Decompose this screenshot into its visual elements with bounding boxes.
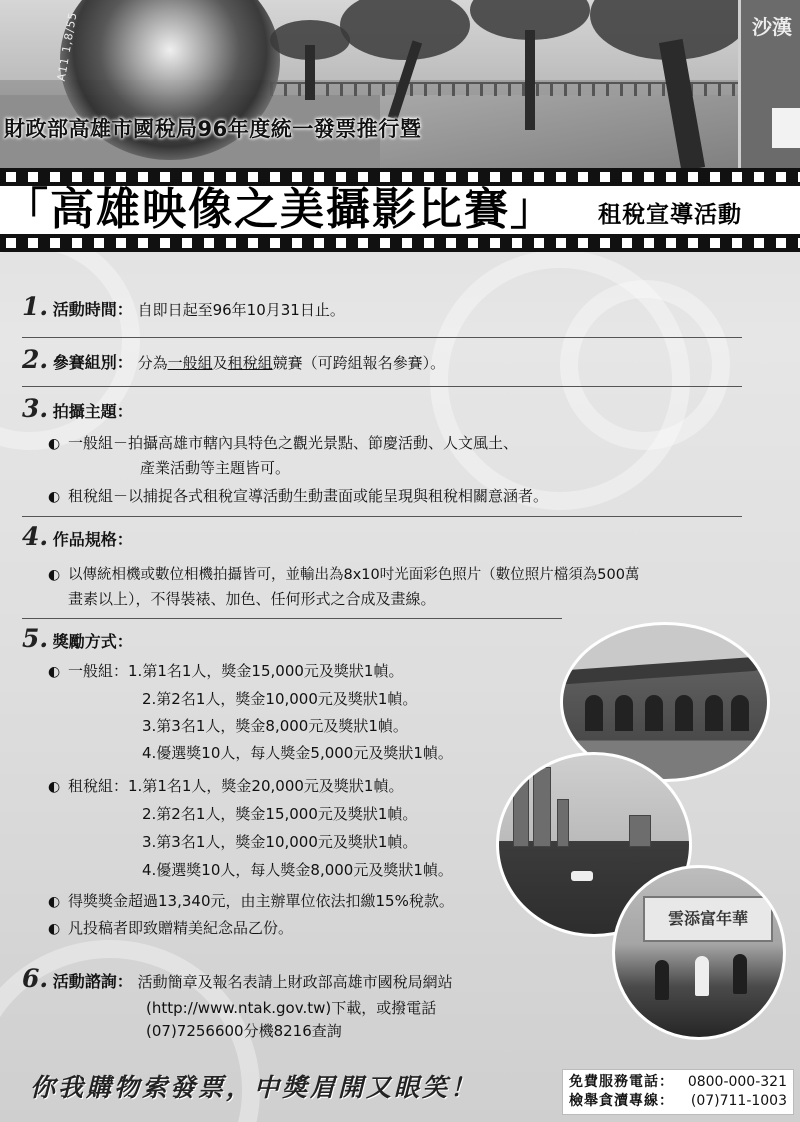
divider [22, 337, 742, 338]
performer [695, 956, 709, 996]
section-awards [22, 624, 133, 653]
divider [22, 516, 742, 517]
organizer-line: 財政部高雄市國稅局96年度統一發票推行暨 [4, 117, 422, 141]
building-arch [585, 695, 603, 731]
section-number: 6. [22, 964, 49, 993]
contact-box [562, 1069, 794, 1115]
awards-general-4 [142, 742, 453, 763]
section-label: 活動時間： [52, 300, 133, 319]
skyscraper [513, 775, 529, 847]
awards-group-label: 一般組： [68, 662, 129, 680]
photo-railing [270, 82, 800, 96]
divider [22, 386, 742, 387]
circle-arrow-icon: ◐ [48, 894, 61, 910]
building-roof [563, 656, 770, 685]
tree-trunk [305, 45, 315, 100]
building-arch [731, 695, 749, 731]
circle-arrow-icon: ◐ [48, 567, 61, 583]
service-phone: 0800-000-321 [687, 1074, 787, 1090]
inquiry-text: (07)7256600分機8216查詢 [146, 1022, 342, 1040]
section-label: 活動諮詢： [52, 972, 133, 991]
note-text: 凡投稿者即致贈精美紀念品乙份。 [68, 919, 294, 937]
divider [22, 618, 562, 619]
service-hotline [569, 1073, 787, 1092]
report-label: 檢舉貪瀆專線： [569, 1093, 674, 1109]
report-phone: (07)711-1003 [690, 1093, 787, 1109]
skyscraper [557, 799, 569, 847]
theme-general [48, 432, 518, 453]
event-banner: 雲添富年華 [643, 896, 773, 942]
section-label: 拍攝主題： [52, 402, 133, 421]
film-perforations-top [0, 172, 800, 182]
building-arch [645, 695, 663, 731]
section-number: 2. [22, 345, 49, 374]
inquiry-phone [146, 1020, 342, 1041]
tree-trunk [525, 30, 535, 130]
award-item: 3.第3名1人，獎金8,000元及獎狀1幀。 [142, 717, 408, 735]
section-text: 競賽（可跨組報名參賽）。 [272, 354, 446, 372]
spec-text: 以傳統相機或數位相機拍攝皆可，並輸出為8x10吋光面彩色照片（數位照片檔須為500萬 [68, 567, 640, 583]
photo-road [380, 95, 800, 168]
group-tax: 租稅組 [227, 354, 273, 372]
section-inquiry [22, 964, 453, 993]
theme-text: 一般組－拍攝高雄市轄內具特色之觀光景點、節慶活動、人文風土、 [68, 434, 519, 452]
building-arch [705, 695, 723, 731]
section-text: 自即日起至96年10月31日止。 [137, 301, 345, 319]
awards-group-label: 租稅組： [68, 777, 129, 795]
header-photo [0, 0, 800, 168]
group-general: 一般組 [167, 354, 213, 372]
theme-tax [48, 485, 548, 506]
awards-tax-3 [142, 831, 417, 852]
awards-note-tax [48, 890, 454, 911]
inquiry-text: (http://www.ntak.gov.tw)下載，或撥電話 [146, 999, 437, 1017]
spec-text: 畫素以上），不得裝裱、加色、任何形式之合成及畫線。 [68, 590, 436, 608]
awards-note-gift [48, 917, 293, 938]
section-spec [22, 522, 133, 551]
section-theme [22, 394, 133, 423]
service-label: 免費服務電話： [569, 1074, 674, 1090]
spec-line-cont [68, 588, 436, 609]
street-sign-panel [772, 108, 800, 148]
street-sign-text: 沙漢 [752, 15, 792, 39]
awards-general-2 [142, 688, 417, 709]
film-perforations-bottom [0, 238, 800, 248]
section-text: 及 [212, 354, 228, 372]
performer [655, 960, 669, 1000]
section-activity-time [22, 292, 345, 321]
boat [571, 871, 593, 881]
section-number: 1. [22, 292, 49, 321]
section-label: 獎勵方式： [52, 632, 133, 651]
skyscraper [629, 815, 651, 847]
circle-arrow-icon: ◐ [48, 489, 61, 505]
section-number: 4. [22, 522, 49, 551]
awards-general-3 [142, 715, 408, 736]
awards-tax-2 [142, 803, 417, 824]
event-stage-photo [612, 865, 786, 1040]
lens-marking: A11 1,8/55 [54, 10, 80, 83]
report-hotline [569, 1092, 787, 1111]
circle-arrow-icon: ◐ [48, 664, 61, 680]
slogan: 你我購物索發票，中獎眉開又眼笑！ [30, 1073, 479, 1102]
spec-line [48, 563, 639, 584]
theme-general-cont [140, 457, 290, 478]
award-item: 2.第2名1人，獎金15,000元及獎狀1幀。 [142, 805, 418, 823]
award-item: 4.優選獎10人，每人獎金5,000元及獎狀1幀。 [142, 744, 453, 762]
circle-arrow-icon: ◐ [48, 921, 61, 937]
building-arch [615, 695, 633, 731]
inquiry-website [146, 997, 436, 1018]
section-text: 分為 [137, 354, 168, 372]
section-groups [22, 345, 445, 374]
theme-text: 產業活動等主題皆可。 [140, 459, 291, 477]
awards-general-1 [48, 660, 403, 681]
contest-title: 「高雄映像之美攝影比賽」 [4, 184, 556, 235]
note-text: 得獎獎金超過13,340元，由主辦單位依法扣繳15%稅款。 [68, 892, 454, 910]
circle-arrow-icon: ◐ [48, 436, 61, 452]
award-item: 1.第1名1人，獎金15,000元及獎狀1幀。 [128, 662, 404, 680]
contest-subtitle: 租稅宣導活動 [598, 202, 742, 228]
performer [733, 954, 747, 994]
skyscraper [533, 767, 551, 847]
section-number: 5. [22, 624, 49, 653]
award-item: 2.第2名1人，獎金10,000元及獎狀1幀。 [142, 690, 418, 708]
street-sign [738, 0, 800, 168]
awards-tax-4 [142, 859, 453, 880]
award-item: 4.優選獎10人，每人獎金8,000元及獎狀1幀。 [142, 861, 453, 879]
building-arch [675, 695, 693, 731]
awards-tax-1 [48, 775, 403, 796]
section-label: 參賽組別： [52, 353, 133, 372]
film-strip-banner [0, 168, 800, 252]
award-item: 1.第1名1人，獎金20,000元及獎狀1幀。 [128, 777, 404, 795]
award-item: 3.第3名1人，獎金10,000元及獎狀1幀。 [142, 833, 418, 851]
background-ring [560, 280, 730, 450]
section-label: 作品規格： [52, 530, 133, 549]
inquiry-text: 活動簡章及報名表請上財政部高雄市國稅局網站 [137, 973, 453, 991]
theme-text: 租稅組－以捕捉各式租稅宣導活動生動畫面或能呈現與租稅相關意涵者。 [68, 487, 549, 505]
section-number: 3. [22, 394, 49, 423]
circle-arrow-icon: ◐ [48, 779, 61, 795]
